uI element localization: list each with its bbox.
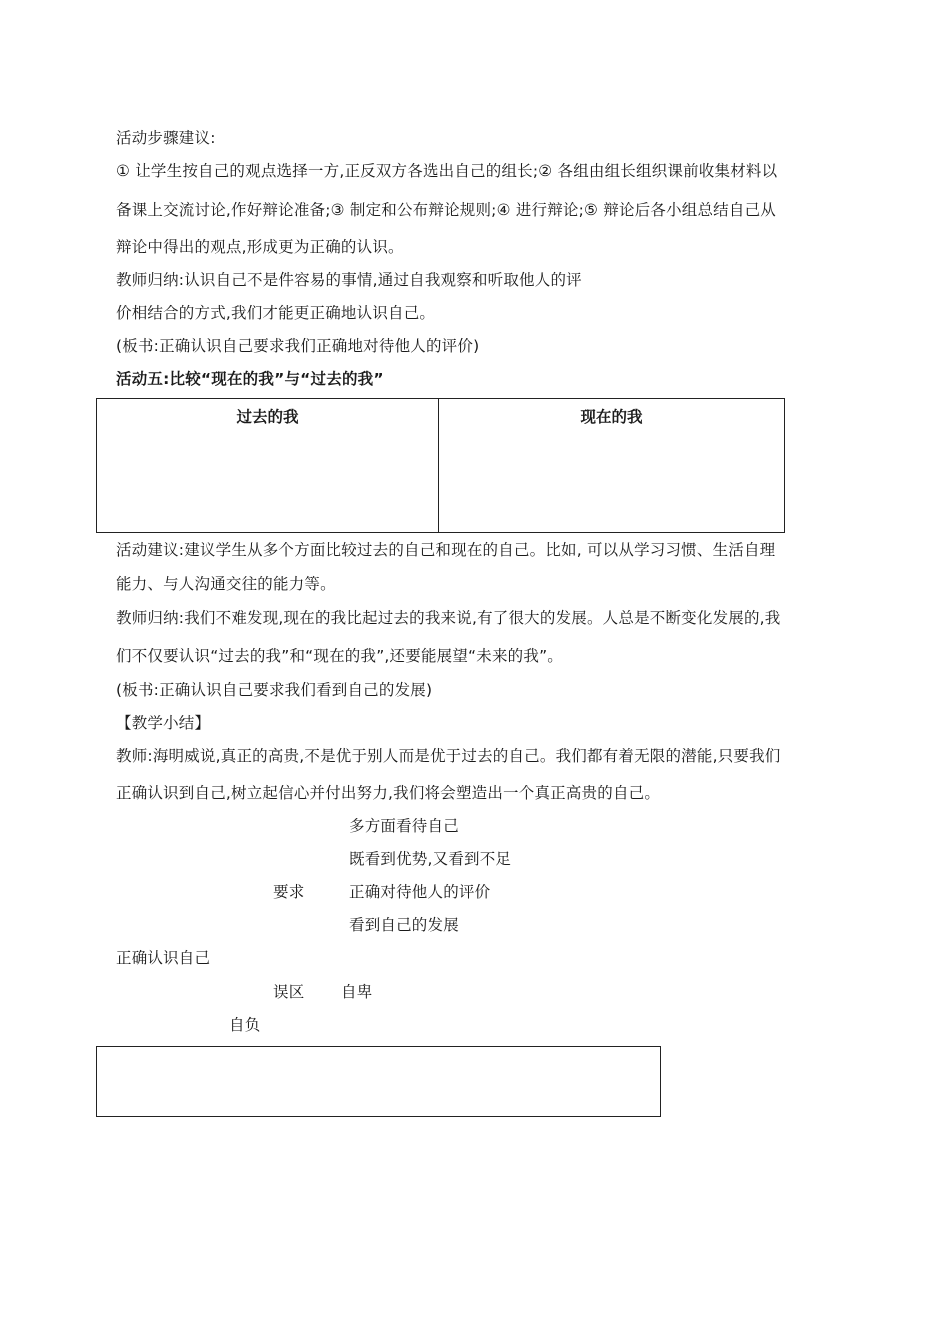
activity5-title: 活动五:比较“现在的我”与“过去的我”: [116, 370, 384, 388]
steps-line-2: 备课上交流讨论,作好辩论准备;③ 制定和公布辩论规则;④ 进行辩论;⑤ 辩论后各小组总结自己从: [116, 201, 776, 219]
outline-root: 正确认识自己: [116, 949, 211, 967]
summary2-line-1: 教师归纳:我们不难发现,现在的我比起过去的我来说,有了很大的发展。人总是不断变化发展的,我: [116, 609, 781, 627]
teaching-summary-line-2: 正确认识到自己,树立起信心并付出努力,我们将会塑造出一个真正高贵的自己。: [116, 784, 661, 802]
pitfall-inferiority: 自卑: [341, 983, 373, 1001]
present-self-header: 现在的我: [439, 399, 785, 533]
teaching-summary-heading: 【教学小结】: [116, 714, 211, 732]
pitfall-conceit: 自负: [229, 1016, 261, 1034]
comparison-table: [96, 398, 785, 533]
summary1-line-3: (板书:正确认识自己要求我们正确地对待他人的评价): [116, 337, 480, 355]
suggestion-line-2: 能力、与人沟通交往的能力等。: [116, 575, 336, 593]
requirement-4: 看到自己的发展: [349, 916, 459, 934]
summary1-line-2: 价相结合的方式,我们才能更正确地认识自己。: [116, 304, 436, 322]
steps-heading: 活动步骤建议:: [116, 129, 216, 147]
pitfalls-label: 误区: [273, 983, 305, 1001]
summary2-line-2: 们不仅要认识“过去的我”和“现在的我”,还要能展望“未来的我”。: [116, 647, 564, 665]
summary2-line-3: (板书:正确认识自己要求我们看到自己的发展): [116, 681, 433, 699]
requirement-1: 多方面看待自己: [349, 817, 459, 835]
steps-line-1: ① 让学生按自己的观点选择一方,正反双方各选出自己的组长;② 各组由组长组织课前收集材料以: [116, 162, 778, 180]
steps-line-3: 辩论中得出的观点,形成更为正确的认识。: [116, 238, 404, 256]
empty-box: [96, 1046, 661, 1117]
requirement-3: 正确对待他人的评价: [349, 883, 491, 901]
requirement-2: 既看到优势,又看到不足: [349, 850, 512, 868]
summary1-line-1: 教师归纳:认识自己不是件容易的事情,通过自我观察和听取他人的评: [116, 271, 582, 289]
suggestion-line-1: 活动建议:建议学生从多个方面比较过去的自己和现在的自己。比如, 可以从学习习惯、生活自理: [116, 541, 776, 559]
requirements-label: 要求: [273, 883, 305, 901]
teaching-summary-line-1: 教师:海明威说,真正的高贵,不是优于别人而是优于过去的自己。我们都有着无限的潜能,只要我们: [116, 747, 781, 765]
past-self-header: 过去的我: [97, 399, 439, 533]
